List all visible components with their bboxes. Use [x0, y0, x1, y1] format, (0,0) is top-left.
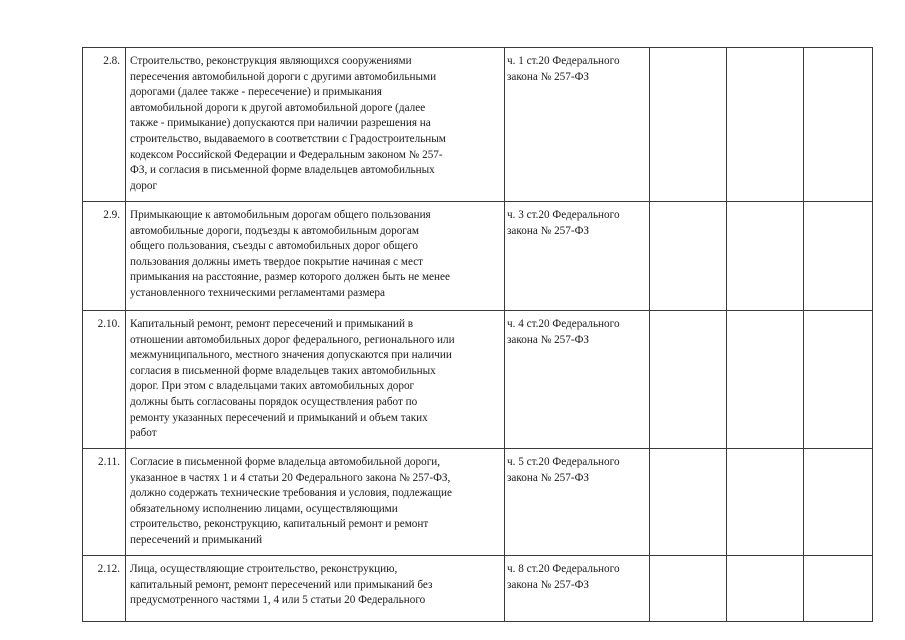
table-row — [83, 202, 873, 311]
item-number: 2.12. — [83, 556, 126, 622]
answer-cell-na — [804, 449, 873, 556]
item-number: 2.8. — [83, 48, 126, 202]
requirement-text: Согласие в письменной форме владельца автомобильной дороги, указанное в частях 1 и 4 статьи 20 Федерального закона № 257-ФЗ, должно содержать технические требования и условия, подлежащие обязательному исполнению лицами, осуществляющими строительство, реконструкцию, капитальный ремонт и ремонт пересечений и примыканий — [126, 449, 505, 556]
requirement-text: Строительство, реконструкция являющихся сооружениями пересечения автомобильной дороги с другими автомобильными дорогами (далее также - пересечение) и примыкания автомобильной дороги к другой автомобильной дороге (далее также - примыкание) допускаются при наличии разрешения на строительство, выдаваемого в соответствии с Градостроительным кодексом Российской Федерации и Федеральным законом № 257- ФЗ, и согласия в письменной форме владельцев автомобильных дорог — [126, 48, 505, 202]
legal-reference: ч. 3 ст.20 Федерального закона № 257-ФЗ — [505, 202, 650, 311]
legal-reference: ч. 8 ст.20 Федерального закона № 257-ФЗ — [505, 556, 650, 622]
legal-reference: ч. 4 ст.20 Федерального закона № 257-ФЗ — [505, 311, 650, 449]
answer-cell-yes — [650, 556, 727, 622]
answer-cell-no — [727, 48, 804, 202]
answer-cell-no — [727, 311, 804, 449]
answer-cell-no — [727, 202, 804, 311]
answer-cell-yes — [650, 202, 727, 311]
requirements-table — [82, 47, 873, 622]
answer-cell-na — [804, 556, 873, 622]
answer-cell-na — [804, 311, 873, 449]
legal-reference: ч. 5 ст.20 Федерального закона № 257-ФЗ — [505, 449, 650, 556]
answer-cell-no — [727, 556, 804, 622]
legal-reference: ч. 1 ст.20 Федерального закона № 257-ФЗ — [505, 48, 650, 202]
item-number: 2.10. — [83, 311, 126, 449]
table-row — [83, 556, 873, 622]
requirement-text: Лица, осуществляющие строительство, реконструкцию, капитальный ремонт, ремонт пересечений или примыканий без предусмотренного частями 1, 4 или 5 статьи 20 Федерального — [126, 556, 505, 622]
answer-cell-no — [727, 449, 804, 556]
item-number: 2.9. — [83, 202, 126, 311]
item-number: 2.11. — [83, 449, 126, 556]
table-row — [83, 48, 873, 202]
answer-cell-yes — [650, 48, 727, 202]
answer-cell-na — [804, 202, 873, 311]
answer-cell-yes — [650, 311, 727, 449]
answer-cell-na — [804, 48, 873, 202]
requirement-text: Примыкающие к автомобильным дорогам общего пользования автомобильные дороги, подъезды к автомобильным дорогам общего пользования, съезды с автомобильных дорог общего пользования должны иметь твердое покрытие начиная с мест примыкания на расстояние, размер которого должен быть не менее установленного техническими регламентами размера — [126, 202, 505, 311]
answer-cell-yes — [650, 449, 727, 556]
table-row — [83, 449, 873, 556]
table-row — [83, 311, 873, 449]
requirement-text: Капитальный ремонт, ремонт пересечений и примыканий в отношении автомобильных дорог федерального, регионального или межмуниципального, местного значения допускаются при наличии согласия в письменной форме владельцев таких автомобильных дорог. При этом с владельцами таких автомобильных дорог должны быть согласованы порядок осуществления работ по ремонту указанных пересечений и примыканий и объем таких работ — [126, 311, 505, 449]
